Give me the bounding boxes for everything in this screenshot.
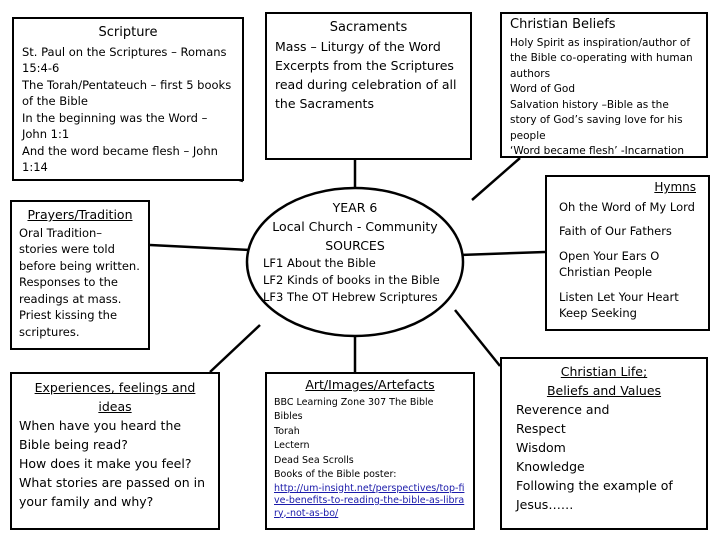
prayers-box (10, 200, 150, 350)
life-title-line1: Christian Life; (560, 364, 648, 379)
life-line: Wisdom (516, 440, 566, 455)
beliefs-line: ‘Word became flesh’ -Incarnation (510, 145, 684, 157)
center-item: LF3 The OT Hebrew Scriptures (263, 290, 438, 304)
life-line: Knowledge (516, 459, 585, 474)
scripture-box (12, 17, 244, 181)
connector-life (455, 310, 500, 366)
life-line: Reverence and (516, 402, 610, 417)
hymn-item: Listen Let Your Heart Keep Seeking (559, 289, 679, 320)
experiences-line: When have you heard the Bible being read? (19, 418, 182, 452)
center-item: LF2 Kinds of books in the Bible (263, 273, 440, 287)
experiences-title: Experiences, feelings and ideas (34, 380, 196, 414)
sacraments-box (265, 12, 472, 160)
connector-experiences (210, 325, 260, 372)
prayers-line: Priest kissing the scriptures. (19, 308, 118, 339)
life-line: Jesus…… (516, 497, 574, 512)
art-line: BBC Learning Zone 307 The Bible (274, 396, 434, 408)
center-title-sources: SOURCES (325, 238, 385, 253)
experiences-line: How does it make you feel? (19, 456, 192, 471)
beliefs-line: Word of God (510, 83, 576, 95)
connector-hymns (460, 252, 545, 255)
art-line: Lectern (274, 440, 310, 451)
center-item: LF1 About the Bible (263, 256, 376, 270)
bible-article-link[interactable]: http://um-insight.net/perspectives/top-five-benefits-to-reading-the-bible-as-library,-not-as-bo/ (274, 482, 465, 519)
art-line: Torah (274, 425, 300, 437)
hymns-title: Hymns (654, 180, 696, 194)
sacraments-title: Sacraments (329, 20, 408, 35)
art-line: Bibles (274, 411, 303, 422)
center-title-topic: Local Church - Community (272, 219, 438, 234)
life-title-line2: Beliefs and Values (546, 383, 662, 398)
beliefs-line: Holy Spirit as inspiration/author of the Bible co-operating with human authors (510, 36, 693, 80)
art-box (265, 372, 475, 530)
scripture-line: St. Paul on the Scriptures – Romans 15:4-6 (22, 44, 227, 75)
art-line: Dead Sea Scrolls (274, 454, 354, 466)
experiences-box (10, 372, 220, 530)
scripture-line: In the beginning was the Word – John 1:1 (22, 110, 208, 141)
scripture-title: Scripture (98, 25, 158, 40)
hymn-item: Faith of Our Fathers (559, 224, 672, 238)
hymns-box (545, 175, 710, 331)
prayers-line: Oral Tradition– stories were told before being written. (19, 225, 140, 273)
scripture-line: And the word became flesh – John 1:14 (22, 143, 218, 174)
experiences-line: What stories are passed on in your family and why? (19, 475, 206, 509)
hymn-item: Open Your Ears O Christian People (559, 248, 660, 279)
life-box (500, 357, 708, 530)
art-title: Art/Images/Artefacts (305, 377, 435, 392)
beliefs-title: Christian Beliefs (510, 17, 616, 32)
sacraments-text: Mass – Liturgy of the Word Excerpts from the Scriptures read during celebration of all the Sacraments (275, 39, 457, 111)
art-line: Books of the Bible poster: (274, 469, 397, 480)
center-content (255, 198, 455, 306)
prayers-line: Responses to the readings at mass. (19, 275, 122, 306)
life-line: Respect (516, 421, 566, 436)
beliefs-line: Salvation history –Bible as the story of God’s saving love for his people (510, 98, 683, 142)
hymn-item: Oh the Word of My Lord (559, 199, 695, 214)
center-title-year: YEAR 6 (332, 200, 378, 215)
life-line: Following the example of (516, 478, 673, 493)
connector-prayers (150, 245, 250, 250)
scripture-line: The Torah/Pentateuch – first 5 books of the Bible (22, 77, 232, 108)
beliefs-box (500, 12, 708, 158)
connector-beliefs (472, 158, 520, 200)
prayers-title: Prayers/Tradition (27, 207, 133, 222)
